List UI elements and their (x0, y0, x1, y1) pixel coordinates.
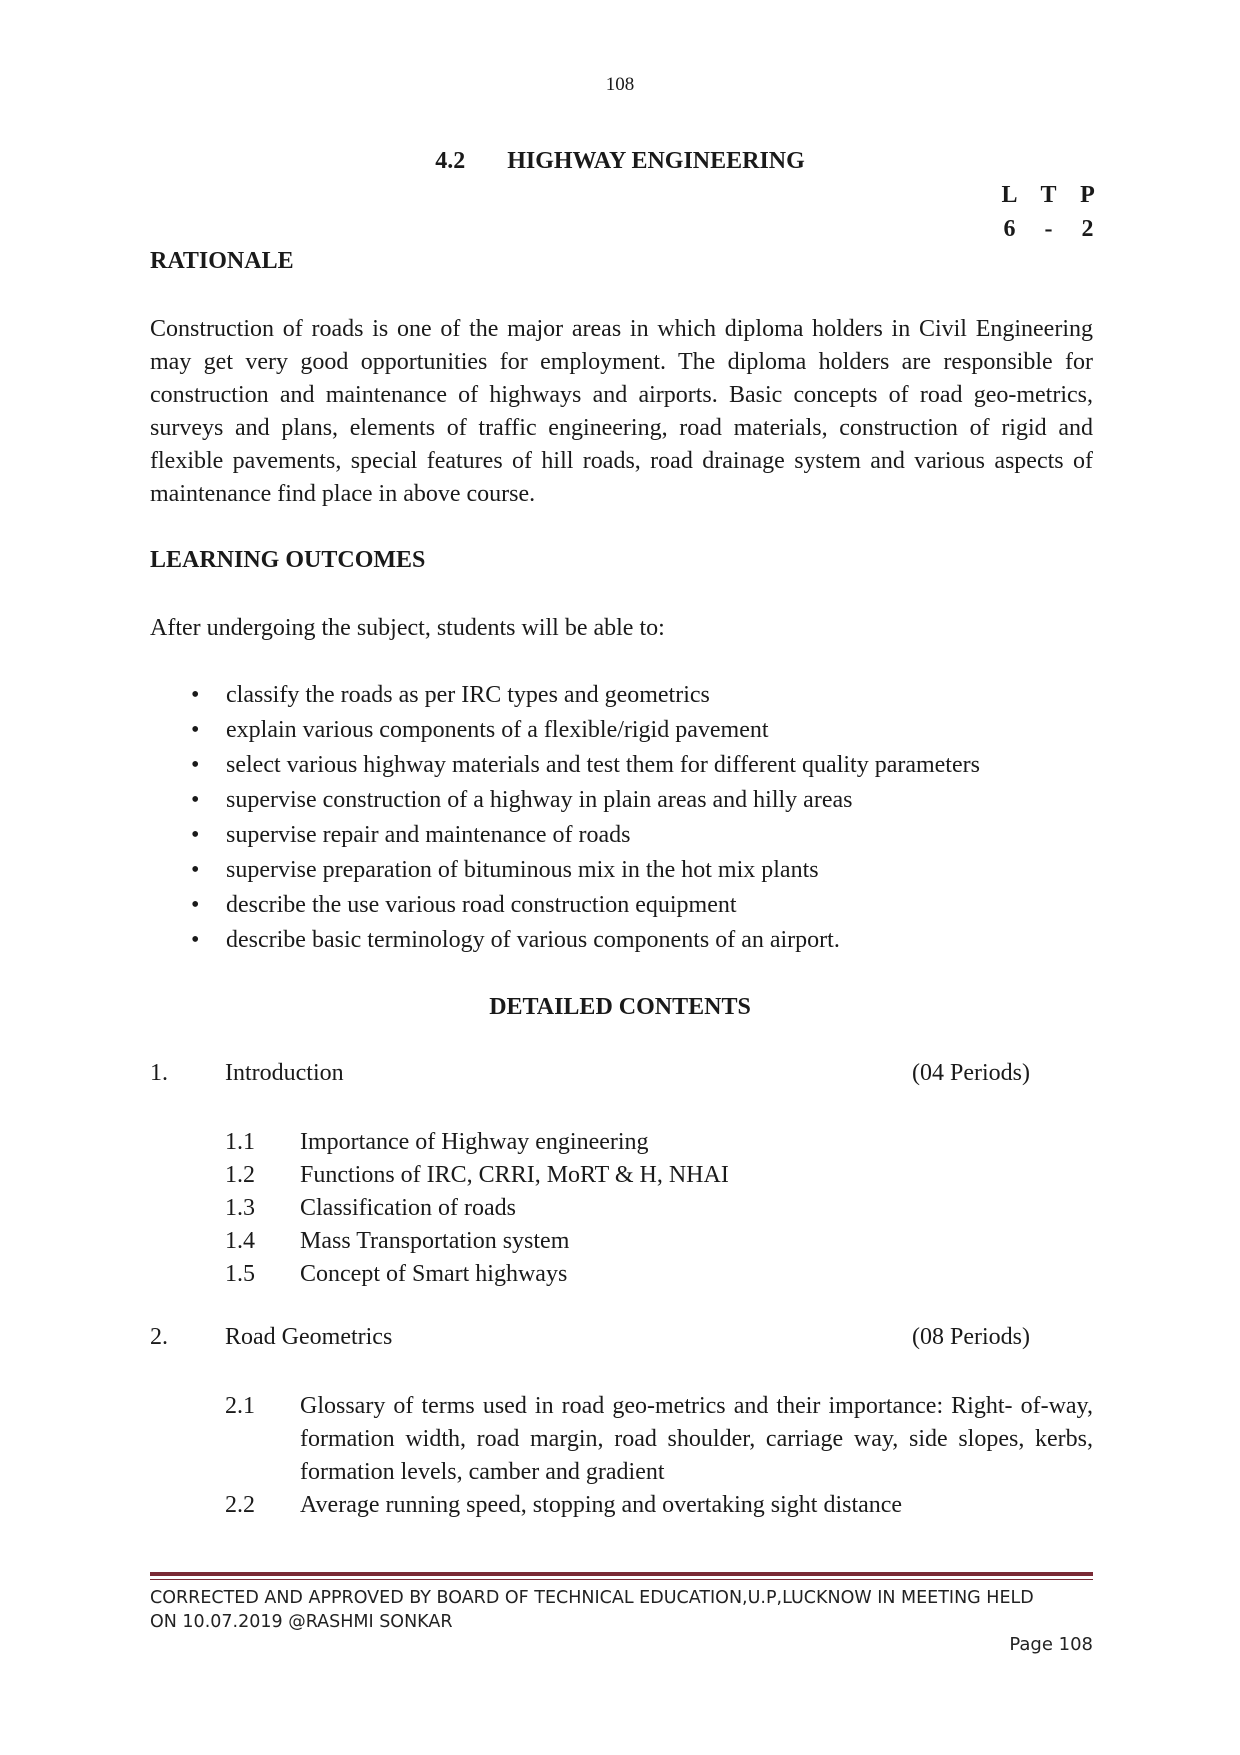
ltp-table (990, 182, 1107, 250)
rationale-text: Construction of roads is one of the major areas in which diploma holders in Civil Engineering may get very good opportunities for employment. The diploma holders are responsible for construction and maintenance of highways and airports. Basic concepts of road geo-metrics, surveys and plans, elements of traffic engineering, road materials, construction of rigid and flexible pavements, special features of hill roads, road drainage system and various aspects of maintenance find place in above course. (150, 316, 1093, 507)
list-item: • supervise repair and maintenance of roads (185, 818, 980, 853)
ltp-label-t: T (1040, 182, 1057, 208)
list-item: • select various highway materials and test them for different quality parameters (185, 748, 980, 783)
list-item: • classify the roads as per IRC types and geometrics (185, 678, 980, 713)
topic-number: 2.1 (225, 1393, 255, 1419)
course-name: HIGHWAY ENGINEERING (507, 148, 805, 174)
topic-number: 1.2 (225, 1162, 255, 1188)
unit-periods: (08 Periods) (912, 1324, 1030, 1350)
list-item: • describe the use various road construction equipment (185, 888, 980, 923)
footer-approval-line-2: ON 10.07.2019 @RASHMI SONKAR (150, 1612, 453, 1632)
topic-number: 1.5 (225, 1261, 255, 1287)
unit-title: Road Geometrics (225, 1324, 393, 1350)
ltp-labels-row (990, 182, 1107, 216)
unit-title: Introduction (225, 1060, 344, 1086)
unit-1-topics (225, 1126, 1093, 1291)
list-item: • explain various components of a flexible/rigid pavement (185, 713, 980, 748)
rationale-heading: RATIONALE (150, 248, 294, 274)
list-item (225, 1489, 1093, 1522)
topic-number: 2.2 (225, 1492, 255, 1518)
list-item: • describe basic terminology of various components of an airport. (185, 923, 980, 958)
list-item (225, 1225, 1093, 1258)
list-item (225, 1390, 1093, 1489)
footer-page-label: Page 108 (1009, 1634, 1093, 1655)
list-item (225, 1126, 1093, 1159)
topic-text: Importance of Highway engineering (300, 1129, 649, 1155)
unit-2-topics (225, 1390, 1093, 1522)
topic-text: Mass Transportation system (300, 1228, 570, 1254)
list-item (225, 1159, 1093, 1192)
ltp-label-l: L (1001, 182, 1018, 208)
topic-text: Functions of IRC, CRRI, MoRT & H, NHAI (300, 1162, 729, 1188)
topic-text: Classification of roads (300, 1195, 516, 1221)
unit-periods: (04 Periods) (912, 1060, 1030, 1086)
outcomes-list (185, 678, 980, 958)
list-item: • supervise preparation of bituminous mix in the hot mix plants (185, 853, 980, 888)
ltp-value-p: 2 (1081, 216, 1094, 242)
unit-number: 1. (150, 1060, 168, 1086)
footer-approval-line-1: CORRECTED AND APPROVED BY BOARD OF TECHNICAL EDUCATION,U.P,LUCKNOW IN MEETING HELD (150, 1588, 1034, 1608)
contents-heading: DETAILED CONTENTS (489, 994, 751, 1020)
topic-text: Concept of Smart highways (300, 1261, 568, 1287)
footer-divider-thick (150, 1572, 1093, 1576)
outcomes-heading: LEARNING OUTCOMES (150, 547, 426, 573)
topic-number: 1.1 (225, 1129, 255, 1155)
unit-number: 2. (150, 1324, 168, 1350)
course-title (0, 148, 1240, 175)
topic-number: 1.4 (225, 1228, 255, 1254)
unit-row-2 (150, 1324, 1030, 1358)
ltp-value-t: - (1044, 216, 1053, 242)
list-item: • supervise construction of a highway in plain areas and hilly areas (185, 783, 980, 818)
topic-text: Glossary of terms used in road geo-metrics and their importance: Right- of-way, formation width, road margin, road shoulder, carriage way, side slopes, kerbs, formation levels, camber and gradient (300, 1393, 1093, 1485)
ltp-label-p: P (1080, 182, 1095, 208)
list-item (225, 1258, 1093, 1291)
ltp-value-l: 6 (1003, 216, 1016, 242)
list-item (225, 1192, 1093, 1225)
ltp-values-row (990, 216, 1107, 250)
topic-number: 1.3 (225, 1195, 255, 1221)
course-number: 4.2 (435, 148, 466, 174)
topic-text: Average running speed, stopping and overtaking sight distance (300, 1492, 903, 1518)
footer-approval (150, 1586, 1093, 1634)
footer-divider-thin (150, 1579, 1093, 1580)
top-page-number: 108 (605, 74, 635, 95)
outcomes-intro: After undergoing the subject, students will be able to: (150, 615, 665, 641)
unit-row-1 (150, 1060, 1030, 1094)
